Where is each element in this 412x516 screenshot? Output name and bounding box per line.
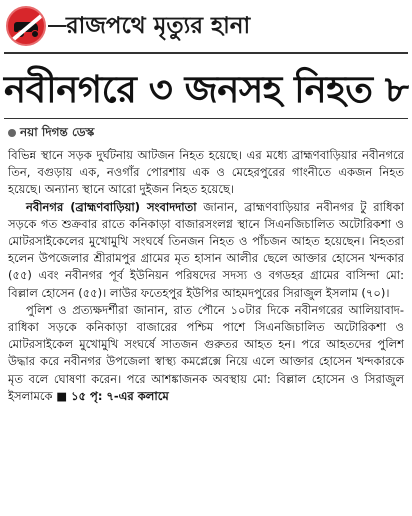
- byline-text: নয়া দিগন্ত ডেস্ক: [20, 125, 95, 139]
- paragraph-2: [8, 199, 404, 302]
- headline-rule: [4, 118, 408, 119]
- continuation-text: ১৫ পৃ: ৭-এর কলামে: [71, 388, 169, 403]
- dateline-rest: জানান, ব্রাহ্মণবাড়িয়ার নবীনগর টু রাধিকা সড়কে: [8, 199, 404, 231]
- no-vehicle-sign-icon: [6, 6, 46, 46]
- paragraph-2-text: গত শুক্রবার রাতে কনিকাড়া বাজারসংলগ্ন স্থানে সিএনজিচালিত অটোরিকশা ও মোটরসাইকেলের মুখোমুখি সংঘর্ষে তিনজন নিহত ও পাঁচজন আহত হয়েছেন। নিহতরা হলেন উপজেলার শ্রীরামপুর গ্রামের মৃত হাসান আলীর ছেলে আক্তার হোসেন খন্দকার (৫৫) এবং নবীনগর পূর্ব ইউনিয়ন পরিষদের সদস্য ও বগডহর গ্রামের বাসিন্দা মো: বিল্লাল হোসেন (৫৫)। লাউর ফতেহপুর ইউপির আহমদপুরের সিরাজুল ইসলাম (৭০)।: [8, 216, 405, 300]
- continuation-marker: ■ ১৫ পৃ: ৭-এর কলামে: [56, 388, 169, 403]
- banner-divider: [48, 25, 66, 27]
- bullet-icon: [8, 129, 16, 137]
- dateline: নবীনগর (ব্রাহ্মণবাড়িয়া) সংবাদদাতা: [26, 199, 197, 214]
- paragraph-1: বিভিন্ন স্থানে সড়ক দুর্ঘটনায় আটজন নিহত হয়েছে। এর মধ্যে ব্রাহ্মণবাড়িয়ার নবীনগরে তিন, বগুড়ায় এক, নওগাঁর পোরশায় এক ও মেহেরপুরের গাংনীতে একজন নিহত হয়েছে। অন্যান্য স্থানে আরো দুইজন নিহত হয়েছে।: [8, 148, 404, 197]
- headline: নবীনগরে ৩ জনসহ নিহত ৮: [4, 68, 409, 111]
- section-banner: [4, 5, 408, 49]
- top-rule: [4, 52, 408, 54]
- paragraph-3: [8, 302, 404, 405]
- section-kicker: রাজপথে মৃত্যুর হানা: [66, 13, 251, 39]
- paragraph-3-text: পুলিশ ও প্রত্যক্ষদর্শীরা জানান, রাত পৌনে ১০টার দিকে নবীনগরের আলিয়াবাদ-রাধিকা সড়কে কনিকাড়া বাজারের পশ্চিম পাশে সিএনজিচালিত অটোরিকশা ও মোটরসাইকেল মুখোমুখি সংঘর্ষে সাতজন গুরুতর আহত হন। পরে আহতদের পুলিশ উদ্ধার করে নবীনগর উপজেলা স্বাস্থ্য কমপ্লেক্সে নিয়ে এলে আক্তার হোসেন খন্দকারকে মৃত বলে ঘোষণা করেন। পরে আশঙ্কাজনক অবস্থায় মো: বিল্লাল হোসেন ও সিরাজুল ইসলামকে: [8, 302, 404, 403]
- byline: [8, 124, 94, 144]
- article-body: [8, 147, 404, 405]
